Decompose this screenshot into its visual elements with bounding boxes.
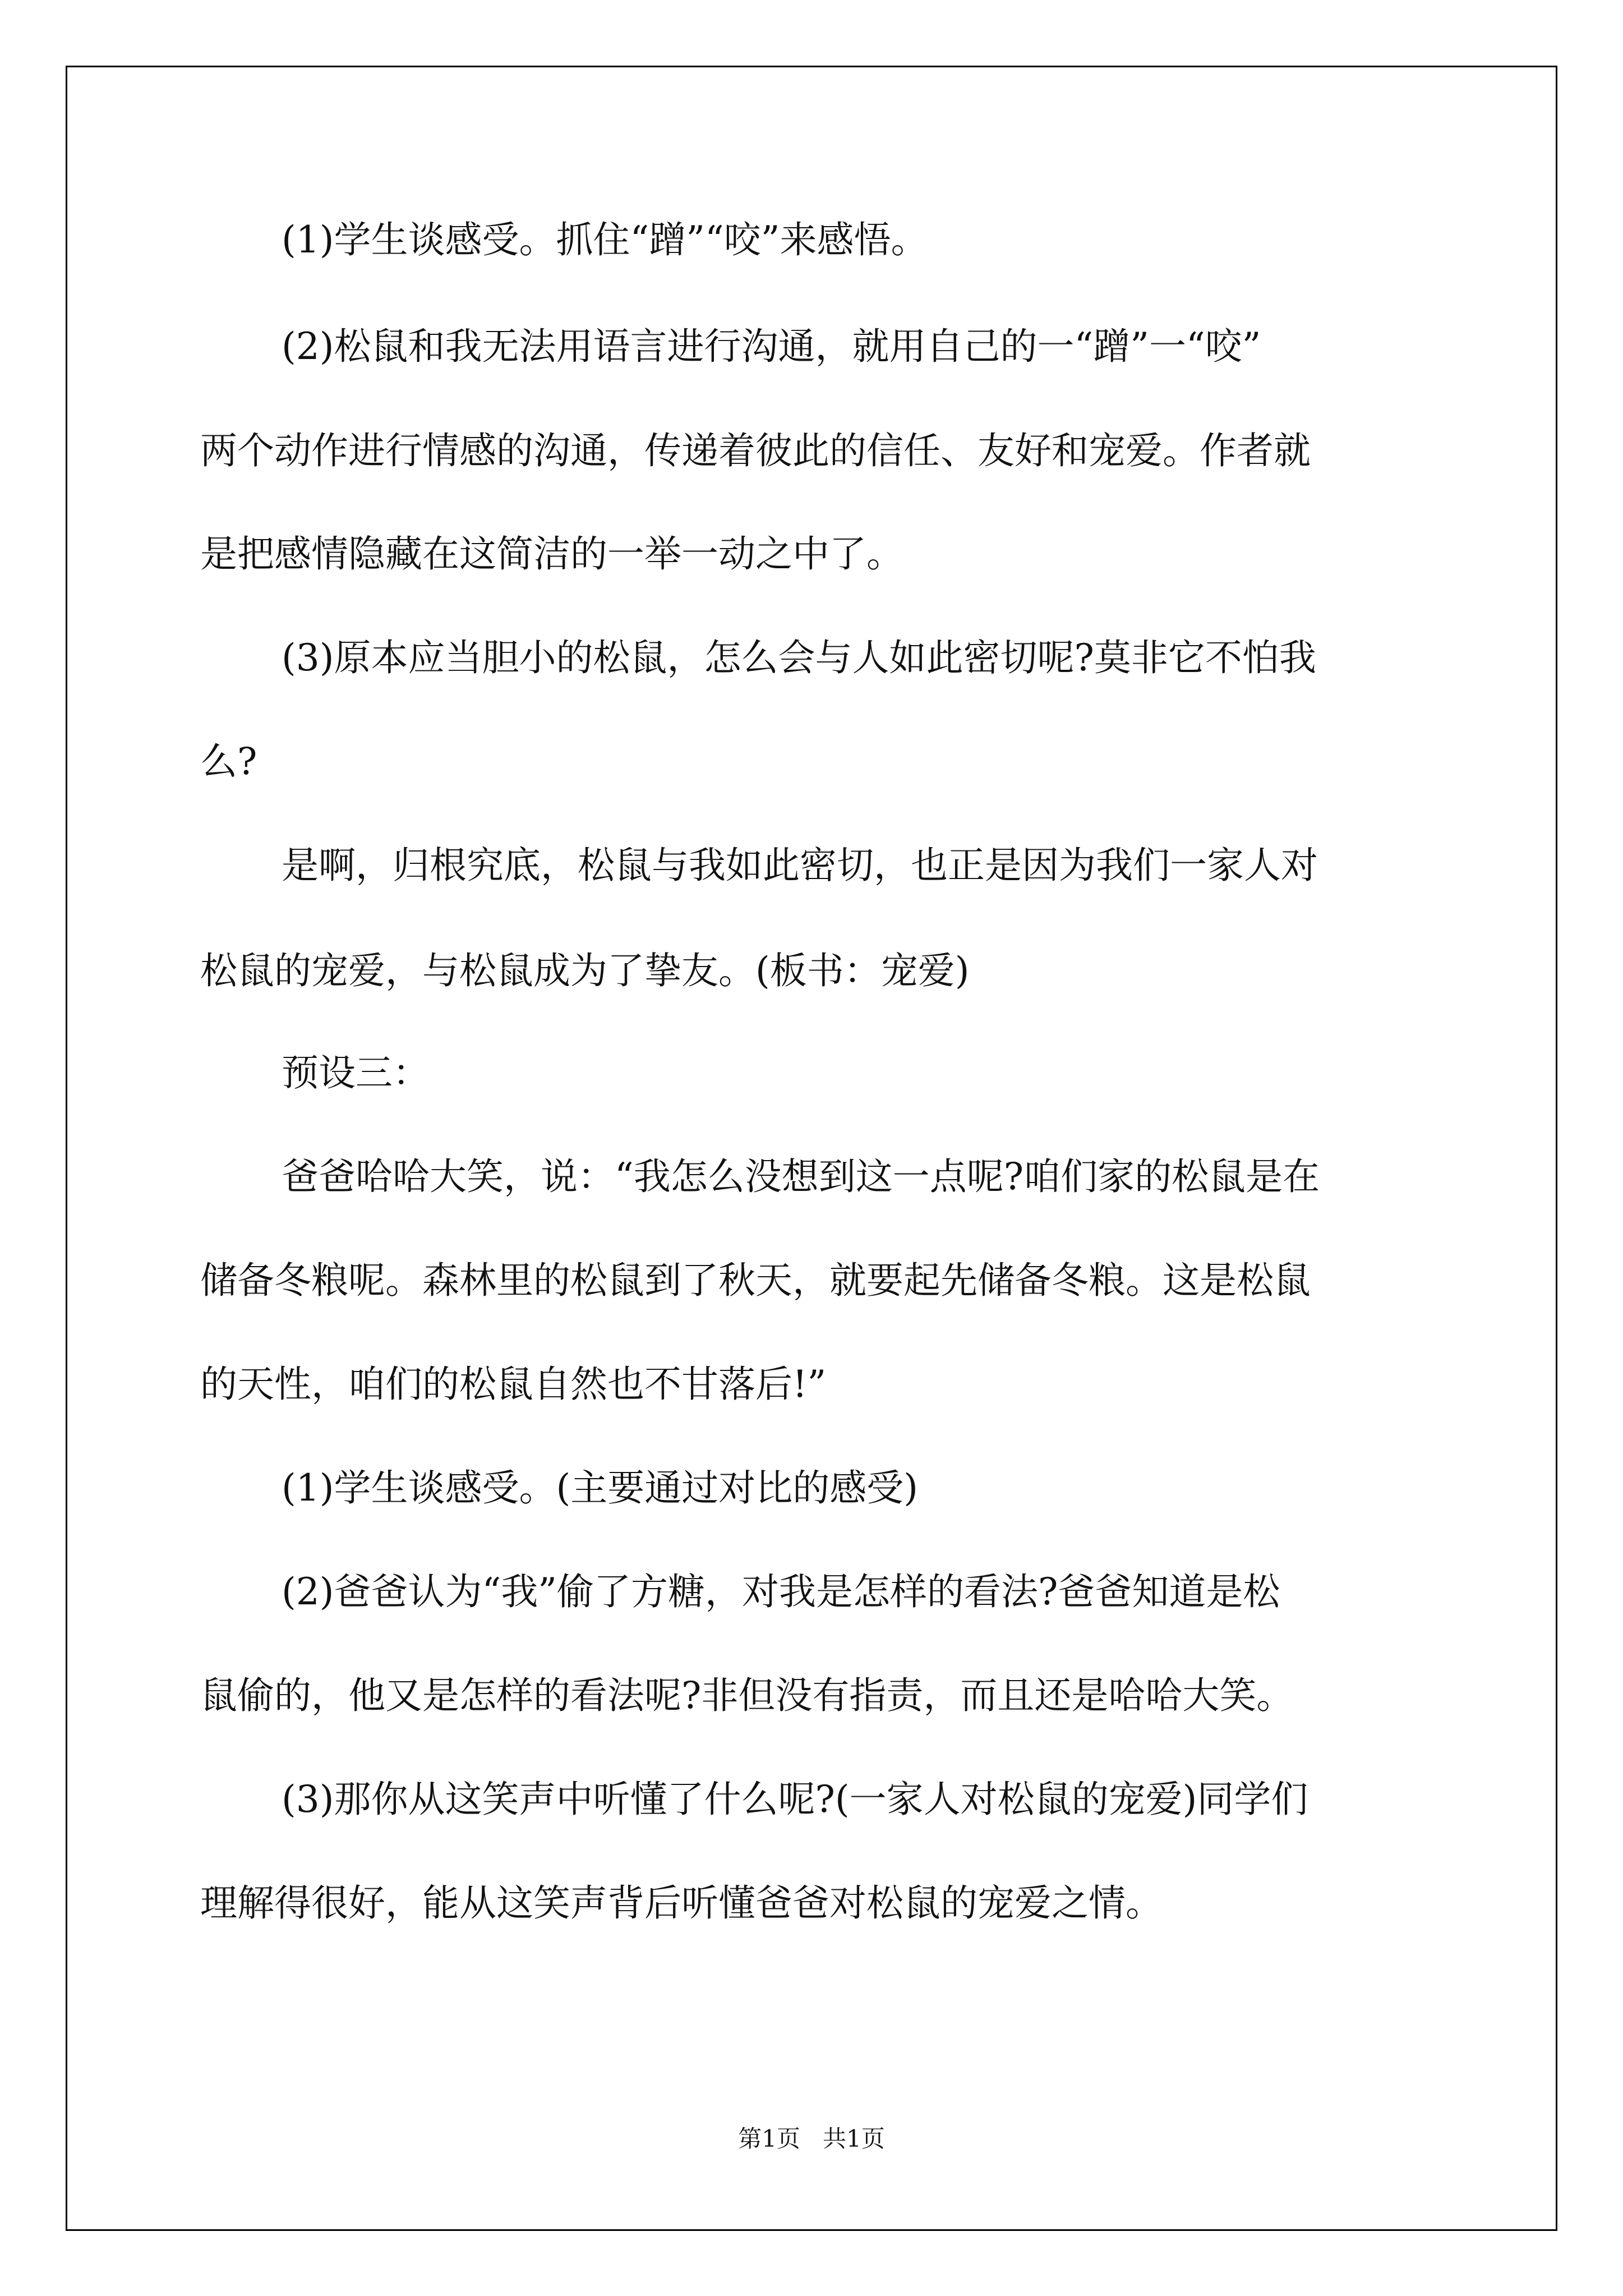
paragraph-line: 预设三： — [282, 1051, 430, 1094]
paragraph-line: 两个动作进行情感的沟通，传递着彼此的信任、友好和宠爱。作者就 — [200, 429, 1311, 472]
page-number-footer: 第1页 共1页 — [738, 2125, 885, 2152]
paragraph-line: 理解得很好，能从这笑声背后听懂爸爸对松鼠的宠爱之情。 — [200, 1881, 1163, 1925]
paragraph-line: 储备冬粮呢。森林里的松鼠到了秋天，就要起先储备冬粮。这是松鼠 — [200, 1259, 1311, 1302]
paragraph-line: 是啊，归根究底，松鼠与我如此密切，也正是因为我们一家人对 — [282, 844, 1318, 887]
paragraph-line: (2)爸爸认为“我”偷了方糖，对我是怎样的看法?爸爸知道是松 — [282, 1570, 1280, 1613]
paragraph-line: 松鼠的宠爱，与松鼠成为了挚友。(板书：宠爱) — [200, 949, 970, 992]
paragraph-line: (3)原本应当胆小的松鼠，怎么会与人如此密切呢?莫非它不怕我 — [282, 636, 1316, 679]
paragraph-line: (3)那你从这笑声中听懂了什么呢?(一家人对松鼠的宠爱)同学们 — [282, 1778, 1308, 1821]
paragraph-line: (2)松鼠和我无法用语言进行沟通，就用自己的一“蹭”一“咬” — [282, 325, 1261, 368]
paragraph-line: 的天性，咱们的松鼠自然也不甘落后!” — [200, 1363, 827, 1406]
paragraph-line: 是把感情隐藏在这简洁的一举一动之中了。 — [200, 532, 903, 576]
paragraph-line: 爸爸哈哈大笑，说：“我怎么没想到这一点呢?咱们家的松鼠是在 — [282, 1155, 1320, 1198]
paragraph-line: 鼠偷的，他又是怎样的看法呢?非但没有指责，而且还是哈哈大笑。 — [200, 1674, 1294, 1717]
paragraph-line: (1)学生谈感受。抓住“蹭”“咬”来感悟。 — [282, 218, 928, 261]
paragraph-line: (1)学生谈感受。(主要通过对比的感受) — [282, 1466, 918, 1510]
paragraph-line: 么? — [200, 740, 257, 783]
